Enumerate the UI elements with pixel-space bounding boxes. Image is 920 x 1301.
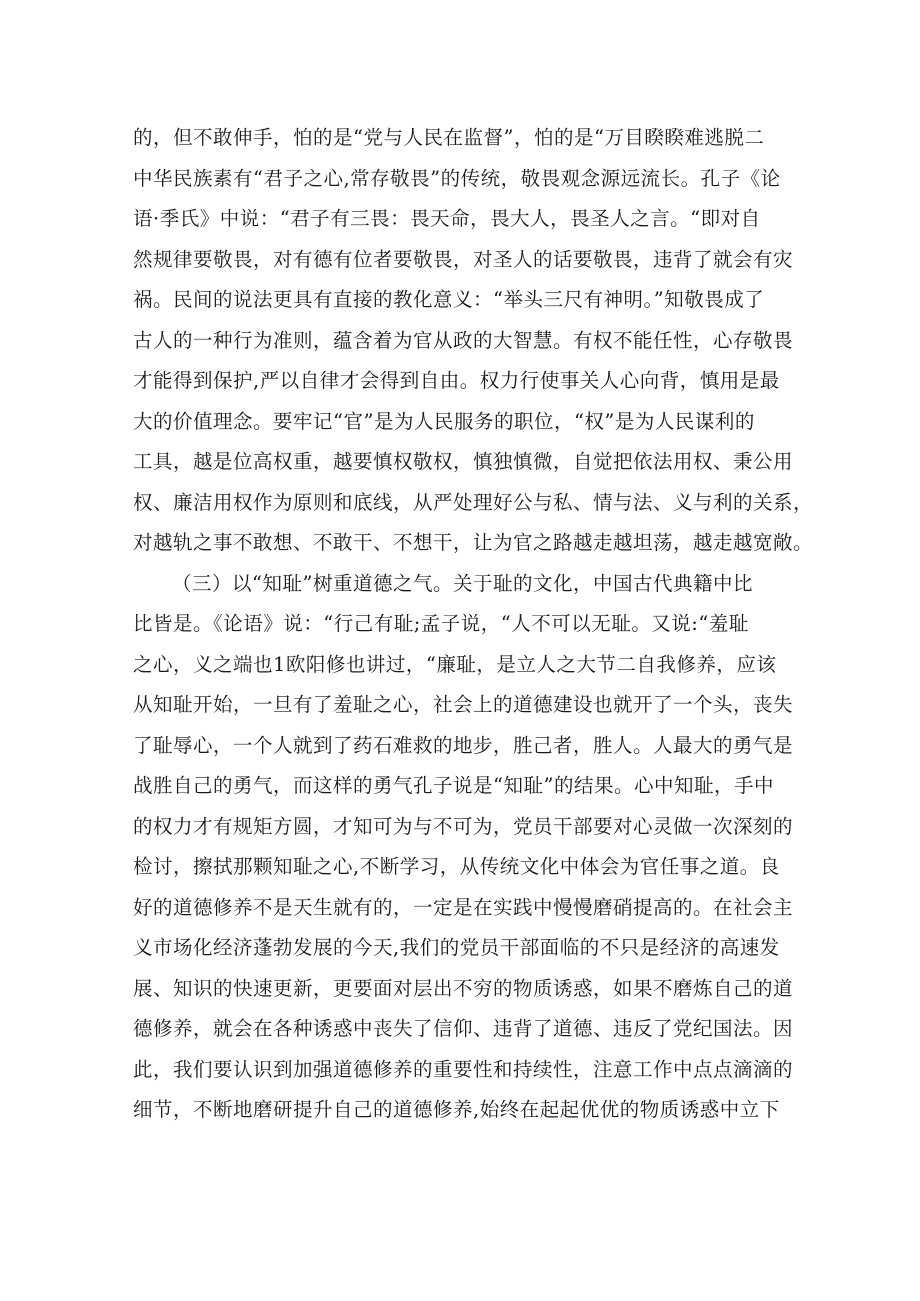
body-text (133, 118, 813, 1131)
text-line: 权、廉洁用权作为原则和底线，从严处理好公与私、情与法、义与利的关系， (133, 490, 813, 514)
section-heading-line: （三）以“知耻”树重道德之气。关于耻的文化，中国古代典籍中比 (172, 571, 753, 595)
text-line: 细节，不断地磨研提升自己的道德修养,始终在起起优优的物质诱惑中立下 (133, 1098, 780, 1121)
text-line: 从知耻开始，一旦有了羞耻之心，社会上的道德建设也就开了一个头，丧失 (133, 693, 794, 716)
text-line: 的，但不敢伸手，怕的是“党与人民在监督”，怕的是“万目睽睽难逃脱二 (133, 126, 765, 149)
text-line: 祸。民间的说法更具有直接的教化意义：“举头三尺有神明。”知敬畏成了 (133, 288, 765, 311)
text-line: 然规律要敬畏，对有德有位者要敬畏，对圣人的话要敬畏，违背了就会有灾 (133, 247, 794, 271)
text-line: 比皆是。《论语》说：“行己有耻;孟子说，“人不可以无耻。又说:“羞耻 (133, 612, 749, 635)
text-line: 德修养，就会在各种诱惑中丧失了信仰、违背了道德、违反了党纪国法。因 (133, 1017, 794, 1040)
text-line: 了耻辱心，一个人就到了药石难救的地步，胜己者，胜人。人最大的勇气是 (133, 733, 794, 757)
text-line: 才能得到保护,严以自律才会得到自由。权力行使事关人心向背，慎用是最 (133, 369, 780, 392)
text-line: 展、知识的快速更新，更要面对层出不穷的物质诱惑，如果不磨炼自己的道 (133, 976, 794, 1000)
text-line: 此，我们要认识到加强道德修养的重要性和持续性，注意工作中点点滴滴的 (133, 1057, 794, 1081)
text-line: 对越轨之事不敢想、不敢干、不想干，让为官之路越走越坦荡，越走越宽敞。 (133, 531, 813, 554)
text-line: 战胜自己的勇气，而这样的勇气孔子说是“知耻”的结果。心中知耻，手中 (133, 774, 774, 797)
text-line: 之心，义之端也1欧阳修也讲过，“廉耻，是立人之大节二自我修养，应该 (133, 652, 777, 676)
text-line: 中华民族素有“君子之心,常存敬畏”的传统，敬畏观念源远流长。孔子《论 (133, 166, 781, 190)
text-line: 好的道德修养不是天生就有的，一定是在实践中慢慢磨硝提高的。在社会主 (133, 895, 794, 919)
text-line: 语·季氏》中说：“君子有三畏：畏天命，畏大人，畏圣人之言。“即对自 (133, 207, 761, 230)
text-line: 工具，越是位高权重，越要慎权敬权，慎独慎微，自觉把依法用权、秉公用 (133, 450, 794, 473)
text-line: 义市场化经济蓬勃发展的今天,我们的党员干部面临的不只是经济的高速发 (133, 936, 780, 959)
text-line: 检讨，擦拭那颗知耻之心,不断学习，从传统文化中体会为官任事之道。良 (133, 855, 780, 878)
text-line: 的权力才有规矩方圆，才知可为与不可为，党员干部要对心灵做一次深刻的 (133, 814, 794, 838)
text-line: 古人的一种行为准则，蕴含着为官从政的大智慧。有权不能任性，心存敬畏 (133, 328, 794, 352)
text-line: 大的价值理念。要牢记“官”是为人民服务的职位，“权”是为人民谋利的 (133, 409, 755, 433)
